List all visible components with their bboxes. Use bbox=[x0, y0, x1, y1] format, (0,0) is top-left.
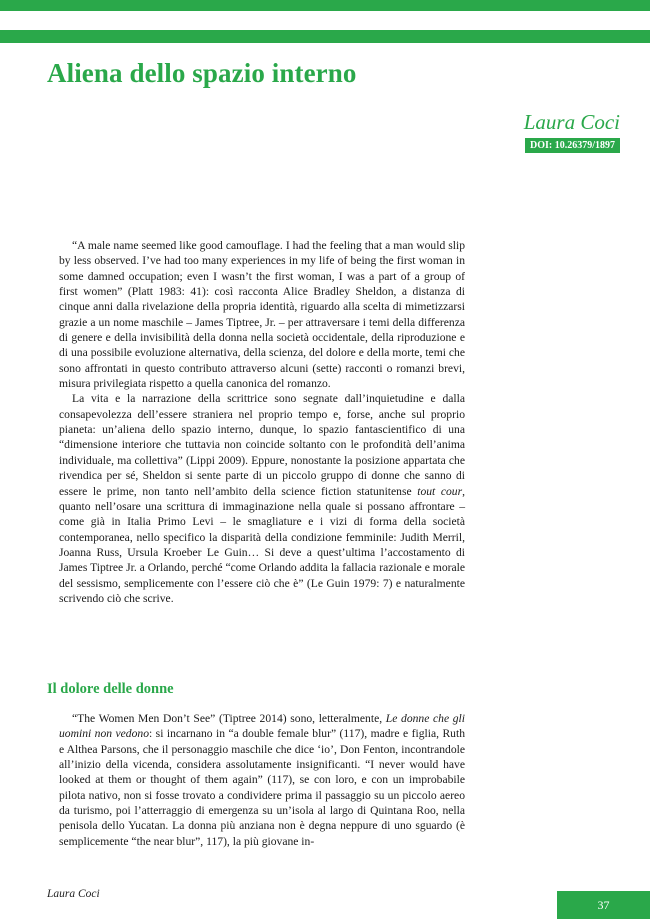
section-heading: Il dolore delle donne bbox=[47, 681, 174, 697]
article-title: Aliena dello spazio interno bbox=[47, 58, 357, 88]
top-thin-bar bbox=[0, 0, 650, 11]
doi-badge[interactable]: DOI: 10.26379/1897 bbox=[525, 138, 620, 153]
page-number: 37 bbox=[557, 891, 650, 919]
intro-paragraph-2: La vita e la narrazione della scrittrice sono segnate dall’inquietudine e dalla consapevolezza dell’essere straniera nel proprio tempo e, forse, anche sul proprio pianeta: un’aliena dello spazio interno, dunque, lo spazio fantascientifico di una “dimensione interiore che tuttavia non coincide soltanto con le profondità dell’anima individuale, ma collettiva” (Lippi 2009). Eppure, nonostante la posizione appartata che rivendica per sé, Sheldon si sente parte di un piccolo gruppo di donne che sanno di essere le prime, non tanto nell’ambito della science fiction statunitense tout cour, quanto nell’osare una scrittura di immaginazione nella quale si possano affrontare – come già in Italia Primo Levi – le smagliature e i vizi di forma della società contemporanea, nello specifico la disparità della condizione femminile: Judith Merril, Joanna Russ, Ursula Kroeber Le Guin… Si deve a quest’ultima l’accostamento di James Tiptree Jr. a Orlando, perché “come Orlando addita la fallacia razionale e morale del sessismo, semplicemente con l’essere ciò che è” (Le Guin 1979: 7) e naturalmente scrivendo ciò che scrive. bbox=[59, 392, 466, 605]
section-text bbox=[59, 711, 465, 849]
intro-paragraph-1: “A male name seemed like good camouflage. I had the feeling that a man would slip by less observed. I’ve had too many experiences in my life of being the first woman in some damned occupation; even I wasn’t the first woman, I was a part of a group of first women” (Platt 1983: 41): così racconta Alice Bradley Sheldon, a distanza di cinque anni dalla rivelazione della propria identità, riguardo alla scelta di mimetizzarsi grazie a un nome maschile – James Tiptree, Jr. – per attraversare i temi della differenza di genere e della invisibilità della donna nella società occidentale, della riproduzione e di una possibile evoluzione alternativa, della scienza, del dolore e della morte, temi che sono affrontati in questo contributo attraverso alcuni (sette) racconti o romanzi brevi, misura privilegiata rispetto a quella canonica del romanzo. bbox=[59, 239, 465, 391]
section-paragraph-1: “The Women Men Don’t See” (Tiptree 2014) sono, letteralmente, Le donne che gli uomini non vedono: si incarnano in “a double female blur” (117), madre e figlia, Ruth e Althea Parsons, che il personaggio maschile che dice ‘io’, Don Fenton, incontrandole all’inizio della vicenda, considera assolutamente insignificanti. “I never would have looked at them or thought of them again” (117), se con loro, e con un improbabile pilota nativo, non si fosse trovato a condividere prima il passaggio su un piccolo aereo da turismo, poi l’atterraggio di emergenza su un’isola al largo di Quintana Roo, nella penisola dello Yucatan. La donna più anziana non è degna neppure di uno sguardo (è semplicemente “the near blur”, 117), la più giovane in- bbox=[59, 712, 465, 848]
article-author: Laura Coci bbox=[523, 110, 620, 134]
top-thick-bar bbox=[0, 30, 650, 43]
footer-author: Laura Coci bbox=[47, 888, 100, 900]
intro-text bbox=[59, 238, 465, 606]
